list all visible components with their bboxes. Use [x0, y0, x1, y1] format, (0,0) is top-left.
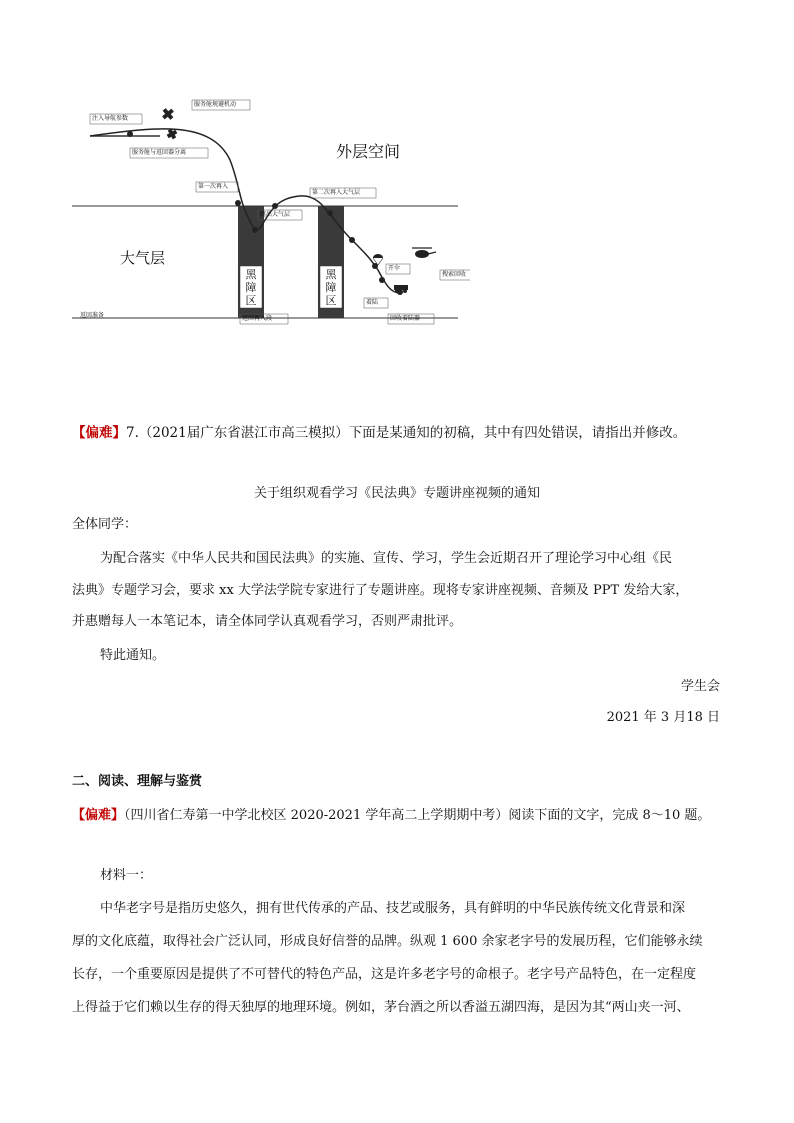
region-outer-space: 外层空间 — [336, 142, 401, 161]
label-module-avoid: 服务舱规避机动 — [194, 101, 237, 108]
helicopter-icon — [412, 248, 436, 258]
notice-closing: 特此通知。 — [100, 648, 166, 663]
notice-date: 2021 年 3 月18 日 — [606, 710, 720, 725]
trajectory-point — [327, 210, 333, 216]
material-para-line-4: 上得益于它们赖以生存的得天独厚的地理环境。例如，茅台酒之所以香溢五湖四海，是因为其“两山夹一河、 — [72, 1000, 690, 1015]
question-7-prompt — [72, 422, 724, 445]
material-para-line-1: 中华老字号是指历史悠久，拥有世代传承的产品、技艺或服务，具有鲜明的中华民族传统文化背景和深 — [100, 901, 686, 916]
trajectory-point — [235, 200, 241, 206]
notice-signature: 学生会 — [680, 679, 720, 694]
label-recover-lander: 回收着陆器 — [390, 315, 421, 322]
label-first-reentry: 第一次再入 — [198, 183, 229, 190]
difficulty-tag: 【偏难】 — [72, 425, 126, 441]
notice-salutation: 全体同学： — [72, 517, 138, 532]
trajectory-point — [379, 277, 385, 283]
label-return-prep: 返回准备 — [80, 312, 105, 319]
satellite-icon-1 — [160, 106, 177, 123]
notice-body-line-2: 法典》专题学习会，要求 xx 大学法学院专家进行了专题讲座。现将专家讲座视频、音频及 PPT 发给大家， — [72, 583, 689, 598]
trajectory-point — [272, 203, 278, 209]
notice-body-line-3: 并惠赠每人一本笔记本，请全体同学认真观看学习，否则严肃批评。 — [72, 614, 463, 629]
reentry-trajectory-diagram — [60, 88, 470, 338]
label-skip-out: 跳出大气层 — [260, 211, 291, 218]
region-atmosphere: 大气层 — [120, 249, 166, 267]
section-2-heading: 二、阅读、理解与鉴赏 — [72, 774, 203, 789]
notice-body-line-1: 为配合落实《中华人民共和国民法典》的实施、宣传、学习，学生会近期召开了理论学习中心组《民 — [100, 551, 673, 566]
material-label: 材料一： — [100, 868, 153, 883]
trajectory-point — [127, 131, 133, 137]
notice-title: 关于组织观看学习《民法典》专题讲座视频的通知 — [253, 486, 540, 501]
trajectory-point — [252, 227, 258, 233]
section-2-intro — [72, 802, 724, 830]
material-para-line-2: 厚的文化底蕴，取得社会广泛认同，形成良好信誉的品牌。纵观 1 600 余家老字号的发展历程，它们能够永续 — [72, 934, 703, 949]
blackout-zone-label-2: 黑障区 — [325, 268, 337, 307]
label-return-reentry: 返回再入段 — [242, 315, 273, 322]
label-inject-params: 注入导航参数 — [92, 115, 129, 122]
question-7-text: 7.（2021届广东省湛江市高三模拟）下面是某通知的初稿，其中有四处错误，请指出并修改。 — [126, 425, 687, 441]
difficulty-tag-2: 【偏难】 — [72, 808, 125, 823]
label-landing: 着陆 — [366, 299, 379, 306]
label-module-separate: 服务舱与返回器分离 — [132, 149, 187, 156]
label-second-reentry: 第二次再入大气层 — [312, 189, 361, 196]
section-2-intro-text: （四川省仁寿第一中学北校区 2020-2021 学年高二上学期期中考）阅读下面的文字，完成 8～10 题。 — [124, 808, 711, 823]
label-open-parachute: 开伞 — [388, 265, 401, 272]
blackout-zone-label-1: 黑障区 — [245, 268, 257, 307]
trajectory-point — [349, 237, 355, 243]
label-search-recover: 搜索回收 — [442, 271, 467, 278]
material-para-line-3: 长存，一个重要原因是提供了不可替代的特色产品，这是许多老字号的命根子。老字号产品特色，在一定程度 — [72, 967, 697, 982]
